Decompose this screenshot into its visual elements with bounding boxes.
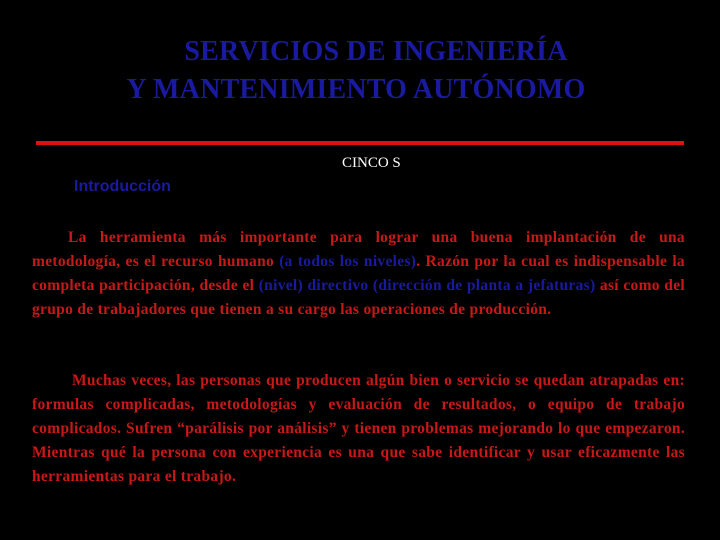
paragraph-2: Muchas veces, las personas que producen algún bien o servicio se quedan atrapadas en: formulas complicadas, metodologías y evaluación de resultados, o equipo de trabajo complicados. Sufren “parálisis por análisis” y tienen problemas mejorando lo que empezaron. Mientras qué la persona con experiencia es una que sabe identificar y usar eficazmente las herramientas para el trabajo.	[32, 372, 685, 485]
slide-title	[0, 33, 720, 109]
paragraph-1-highlight-b: (nivel) directivo (dirección de planta a jefaturas)	[258, 277, 596, 294]
slide-title-line2: Y MANTENIMIENTO AUTÓNOMO	[126, 74, 586, 105]
paragraph-1-highlight-a: (a todos los niveles)	[279, 253, 417, 270]
section-heading: Introducción	[74, 178, 171, 195]
paragraph-1	[32, 226, 685, 322]
paragraph-1-text-a: La herramienta más importante para lograr una buena implantación de una metodología, es el recurso humano	[32, 229, 685, 270]
title-divider	[36, 141, 684, 145]
slide-subtitle: CINCO S	[342, 155, 401, 171]
paragraph-1-text-b: . Razón por la cual es indispensable la completa participación, desde el	[32, 253, 685, 294]
paragraph-1-text-c: así como del grupo de trabajadores que tienen a su cargo las operaciones de producción.	[32, 277, 685, 318]
slide-title-line1: SERVICIOS DE INGENIERÍA	[184, 36, 568, 67]
